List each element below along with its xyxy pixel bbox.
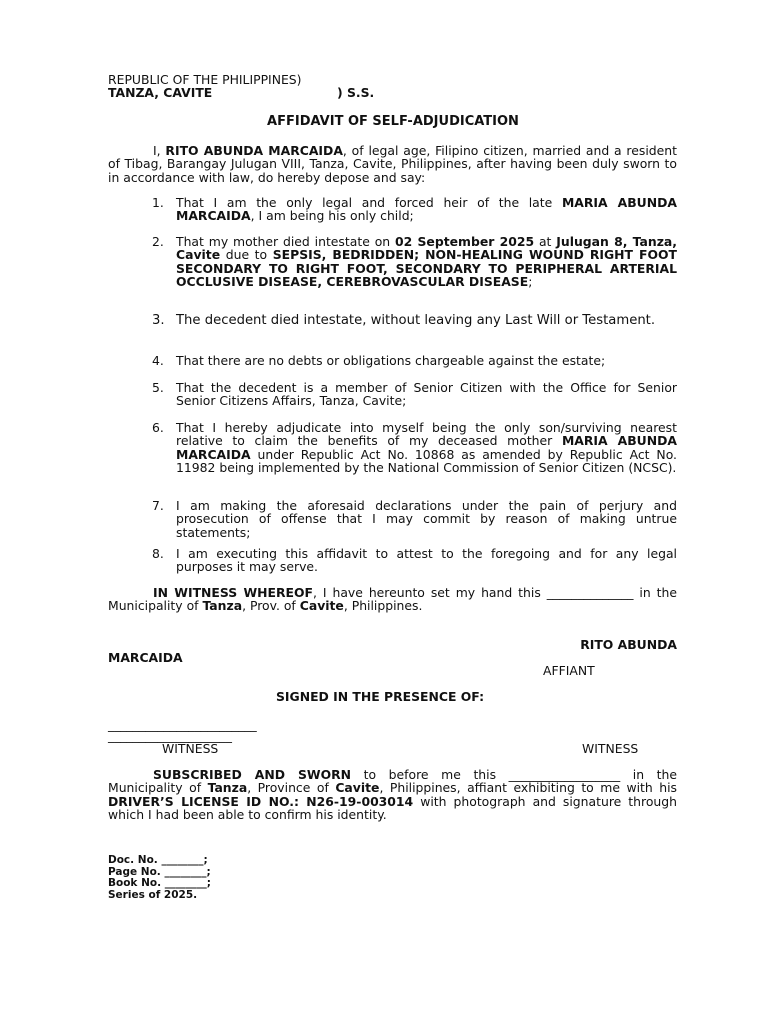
witness-clause-text: , Prov. of (242, 598, 300, 614)
venue-place: TANZA, CAVITE (108, 85, 213, 100)
item-number: 6. (152, 420, 164, 435)
venue-country: REPUBLIC OF THE PHILIPPINES) (108, 72, 302, 87)
item-text: I am executing this affidavit to attest to the foregoing and for any legal purposes it may serve. (176, 546, 677, 575)
jurat-paragraph (108, 768, 677, 822)
witness-signature-line: ________________________ (108, 717, 257, 732)
book-number: Book No. ________; (108, 877, 211, 889)
witness-label-left: WITNESS (162, 741, 219, 756)
jurat-heading: SUBSCRIBED AND SWORN (153, 767, 352, 782)
jurat-text: , Philippines, affiant exhibiting to me with his (379, 780, 678, 796)
intro-text-rest: , of legal age, Filipino citizen, married and a resident of Tibag, Barangay Julugan VIII, Tanza, Cavite, Philippines, after having been duly sworn to in accordance with law, do hereby depose and say: (108, 143, 677, 185)
presence-heading: SIGNED IN THE PRESENCE OF: (276, 689, 485, 704)
place-of-death: Julugan 8, Tanza, Cavite (176, 234, 677, 263)
municipality: Tanza (202, 598, 243, 614)
cause-of-death: SEPSIS, BEDRIDDEN; NON-HEALING WOUND RIGHT FOOT SECONDARY TO RIGHT FOOT, SECONDARY TO PERIPHERAL ARTERIAL OCCLUSIVE DISEASE, CEREBROVASCULAR DISEASE (176, 247, 677, 290)
witness-clause-text: , I have hereunto set my hand this ______________ in the Municipality of (108, 585, 677, 614)
item-text: That I am the only legal and forced heir of the late (176, 195, 562, 210)
item-text: That my mother died intestate on (176, 234, 396, 249)
venue-ss: ) S.S. (337, 85, 375, 100)
jurat-text: with photograph and signature through which I had been able to confirm his identity. (108, 793, 677, 823)
item-text: at (534, 234, 557, 249)
item-number: 5. (152, 380, 164, 395)
item-text: under Republic Act No. 10868 as amended by Republic Act No. 11982 being implemented by the National Commission of Senior Citizen (NCSC). (176, 446, 677, 476)
item-text: I am making the aforesaid declarations under the pain of perjury and prosecution of offense that I may commit by reason of making untrue statements; (176, 498, 677, 540)
id-number: DRIVER’S LICENSE ID NO.: N26-19-003014 (108, 793, 414, 809)
jurat-text: to before me this __________________ in the Municipality of (108, 767, 677, 796)
witness-clause-heading: IN WITNESS WHEREOF (153, 585, 313, 600)
witness-label-right: WITNESS (582, 741, 639, 756)
decedent-name: MARIA ABUNDA MARCAIDA (176, 433, 677, 462)
intro-text: I, (153, 143, 166, 158)
province: Cavite (335, 780, 380, 796)
affiant-name: RITO ABUNDA MARCAIDA (165, 143, 343, 158)
witness-clause-text: , Philippines. (343, 598, 423, 614)
item-number: 1. (152, 195, 164, 210)
item-text: That I hereby adjudicate into myself being the only son/surviving nearest relative to claim the benefits of my deceased mother (176, 420, 677, 449)
item-number: 3. (152, 313, 165, 328)
item-number: 7. (152, 498, 164, 513)
witness-clause (108, 586, 677, 613)
affiant-signature-name-cont: MARCAIDA (108, 650, 183, 665)
province: Cavite (299, 598, 344, 614)
witness-signature-line: ____________________ (108, 728, 232, 743)
intro-paragraph (108, 144, 677, 184)
item-text: That there are no debts or obligations chargeable against the estate; (176, 353, 606, 368)
affiant-label: AFFIANT (543, 663, 595, 678)
item-text: That the decedent is a member of Senior Citizen with the Office for Senior Senior Citizens Affairs, Tanza, Cavite; (176, 380, 677, 409)
jurat-text: , Province of (247, 780, 336, 796)
document-title: AFFIDAVIT OF SELF-ADJUDICATION (267, 114, 519, 129)
decedent-name: MARIA ABUNDA MARCAIDA (176, 195, 677, 224)
notarial-register (108, 855, 211, 901)
doc-number: Doc. No. ________; (108, 854, 208, 866)
municipality: Tanza (207, 780, 248, 796)
page-number: Page No. ________; (108, 865, 211, 878)
item-text: due to (220, 247, 273, 263)
item-number: 4. (152, 353, 164, 368)
date-of-death: 02 September 2025 (395, 234, 535, 249)
item-text: The decedent died intestate, without leaving any Last Will or Testament. (176, 313, 656, 328)
item-text: ; (528, 274, 533, 290)
affiant-signature-name: RITO ABUNDA (580, 637, 677, 652)
item-number: 8. (152, 546, 164, 561)
series-year: Series of 2025. (108, 888, 198, 901)
item-number: 2. (152, 234, 164, 249)
item-text: , I am being his only child; (250, 208, 414, 224)
